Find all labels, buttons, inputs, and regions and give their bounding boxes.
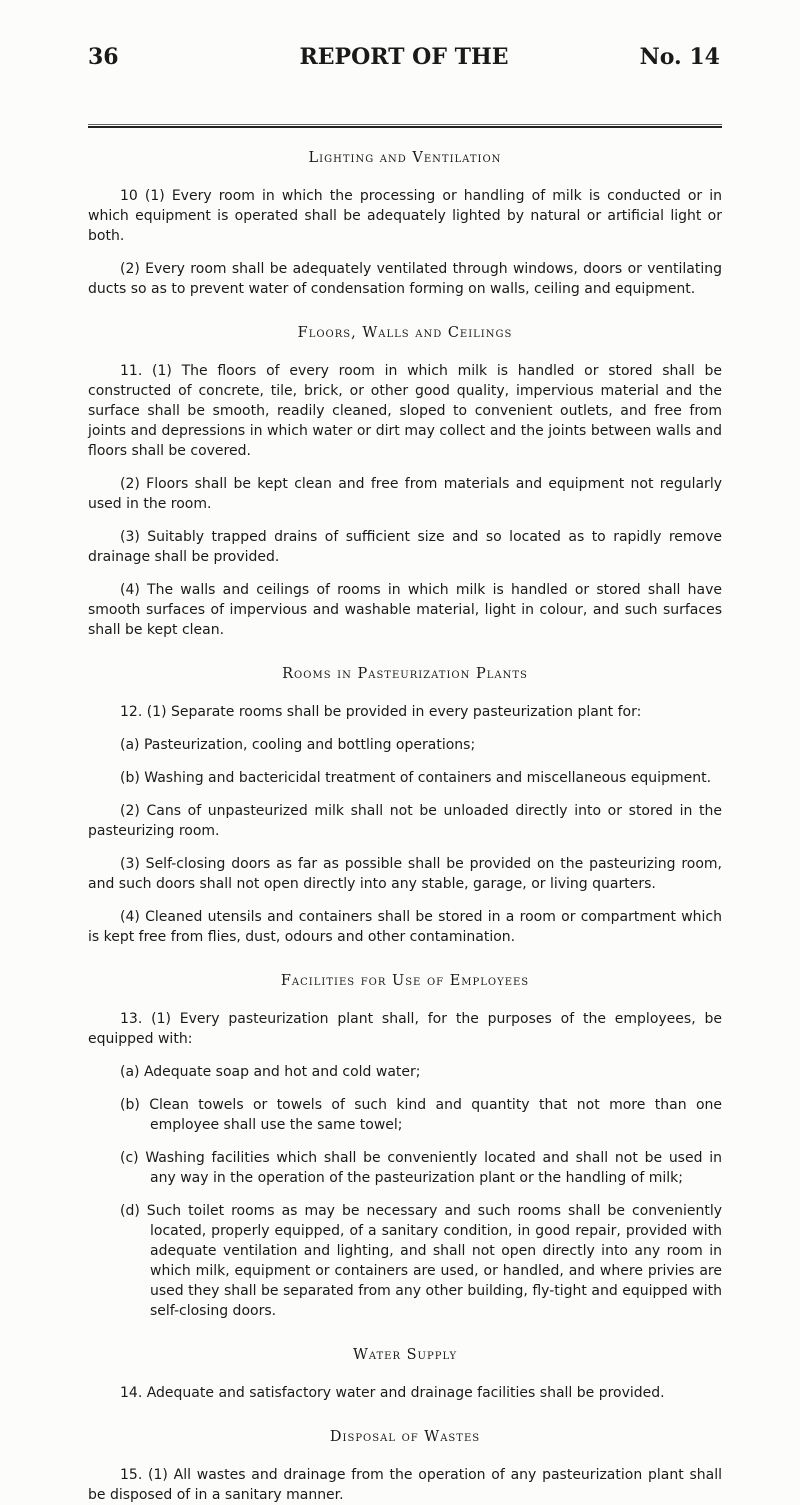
paragraph: (2) Cans of unpasteurized milk shall not be unloaded directly into or stored in the pasteurizing room. xyxy=(88,803,722,839)
issue-number: No. 14 xyxy=(639,44,720,70)
paragraph: (4) Cleaned utensils and containers shall be stored in a room or compartment which is kept free from flies, dust, odours and other contamination. xyxy=(88,909,722,945)
list-item: (d) Such toilet rooms as may be necessary and such rooms shall be conveniently located, properly equipped, of a sanitary condition, in good repair, provided with adequate ventilation and lighting, and shall not open directly into any room in which milk, equipment or containers are used, or handled, and where privies are used they shall be separated from any other building, fly-tight and equipped with self-closing doors. xyxy=(120,1203,722,1319)
paragraph: (2) Every room shall be adequately ventilated through windows, doors or ventilating ducts so as to prevent water of condensation forming on walls, ceiling and equipment. xyxy=(88,261,722,297)
paragraph: 15. (1) All wastes and drainage from the operation of any pasteurization plant shall be disposed of in a sanitary manner. xyxy=(88,1467,722,1503)
section-heading: Disposal of Wastes xyxy=(329,1429,481,1445)
page-header xyxy=(88,44,720,74)
list-item: (c) Washing facilities which shall be conveniently located and shall not be used in any way in the operation of the pasteurization plant or the handling of milk; xyxy=(120,1150,722,1186)
page-number: 36 xyxy=(88,44,119,70)
list-item: (a) Pasteurization, cooling and bottling operations; xyxy=(120,737,476,753)
paragraph: (4) The walls and ceilings of rooms in which milk is handled or stored shall have smooth surfaces of impervious and washable material, light in colour, and such surfaces shall be kept clean. xyxy=(88,582,722,638)
section-heading: Facilities for Use of Employees xyxy=(280,973,530,989)
list-item: (b) Washing and bactericidal treatment of containers and miscellaneous equipment. xyxy=(120,770,712,786)
paragraph: 10 (1) Every room in which the processing or handling of milk is conducted or in which equipment is operated shall be adequately lighted by natural or artificial light or both. xyxy=(88,188,722,244)
section-heading: Lighting and Ventilation xyxy=(308,150,502,166)
paragraph: 11. (1) The floors of every room in which milk is handled or stored shall be constructed of concrete, tile, brick, or other good quality, impervious material and the surface shall be smooth, readily cleaned, sloped to convenient outlets, and free from joints and depressions in which water or dirt may collect and the joints between walls and floors shall be covered. xyxy=(88,363,722,459)
list-item: (a) Adequate soap and hot and cold water; xyxy=(120,1064,421,1080)
list-item: (b) Clean towels or towels of such kind and quantity that not more than one employee shall use the same towel; xyxy=(120,1097,722,1133)
paragraph: (3) Self-closing doors as far as possible shall be provided on the pasteurizing room, and such doors shall not open directly into any stable, garage, or living quarters. xyxy=(88,856,722,892)
header-rule-thin xyxy=(88,124,722,125)
page-body xyxy=(88,150,722,1505)
section-heading: Rooms in Pasteurization Plants xyxy=(282,666,528,682)
section-heading: Water Supply xyxy=(352,1347,458,1363)
section-heading: Floors, Walls and Ceilings xyxy=(297,325,513,341)
running-title: REPORT OF THE xyxy=(299,44,509,70)
paragraph: 14. Adequate and satisfactory water and drainage facilities shall be provided. xyxy=(120,1385,665,1401)
paragraph: 13. (1) Every pasteurization plant shall, for the purposes of the employees, be equipped with: xyxy=(88,1011,722,1047)
paragraph: (3) Suitably trapped drains of sufficient size and so located as to rapidly remove drainage shall be provided. xyxy=(88,529,722,565)
paragraph: (2) Floors shall be kept clean and free from materials and equipment not regularly used in the room. xyxy=(88,476,722,512)
paragraph: 12. (1) Separate rooms shall be provided in every pasteurization plant for: xyxy=(120,704,642,720)
header-rule xyxy=(88,126,722,128)
